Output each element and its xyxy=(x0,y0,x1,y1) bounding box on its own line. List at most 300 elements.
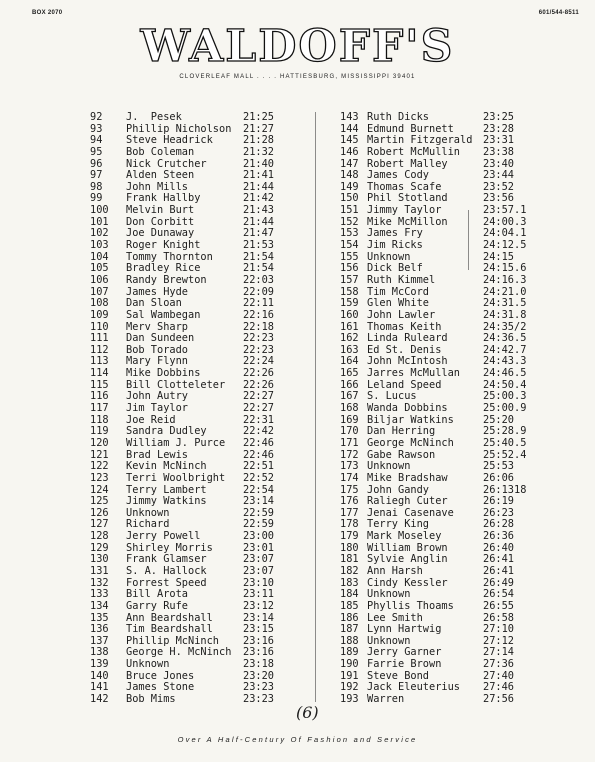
finish-time: 24:35/2 xyxy=(483,320,527,333)
runner-name: Phyllis Thoams xyxy=(367,599,454,612)
runner-name: Ann Harsh xyxy=(367,564,423,577)
finish-time: 22:16 xyxy=(243,308,274,321)
place-number: 126 xyxy=(90,506,109,519)
runner-name: Robert Malley xyxy=(367,157,448,170)
finish-time: 22:59 xyxy=(243,518,274,531)
time-divider xyxy=(468,210,469,270)
place-number: 128 xyxy=(90,530,109,543)
runner-name: Glen White xyxy=(367,297,429,310)
finish-time: 21:40 xyxy=(243,157,274,170)
finish-time: 24:21.0 xyxy=(483,285,527,298)
runner-name: James Cody xyxy=(367,169,429,182)
place-number: 103 xyxy=(90,239,109,252)
place-number: 104 xyxy=(90,250,109,263)
place-number: 177 xyxy=(340,506,359,519)
runner-name: Phillip McNinch xyxy=(126,634,219,647)
runner-name: Frank Hallby xyxy=(126,192,201,205)
runner-name: John Gandy xyxy=(367,483,429,496)
finish-time: 23:16 xyxy=(243,634,274,647)
finish-time: 23:16 xyxy=(243,646,274,659)
place-number: 168 xyxy=(340,402,359,415)
finish-time: 24:00.3 xyxy=(483,215,527,228)
finish-time: 23:56 xyxy=(483,192,514,205)
place-number: 147 xyxy=(340,157,359,170)
finish-time: 22:52 xyxy=(243,471,274,484)
place-number: 112 xyxy=(90,343,109,356)
place-number: 118 xyxy=(90,413,109,426)
place-number: 137 xyxy=(90,634,109,647)
finish-time: 21:54 xyxy=(243,262,274,275)
place-number: 184 xyxy=(340,588,359,601)
place-number: 162 xyxy=(340,332,359,345)
place-number: 132 xyxy=(90,576,109,589)
runner-name: Unknown xyxy=(367,588,411,601)
place-number: 130 xyxy=(90,553,109,566)
place-number: 92 xyxy=(90,111,103,123)
runner-name: Roger Knight xyxy=(126,239,201,252)
place-number: 95 xyxy=(90,145,103,158)
place-number: 127 xyxy=(90,518,109,531)
finish-time: 24:36.5 xyxy=(483,332,527,345)
place-number: 108 xyxy=(90,297,109,310)
finish-time: 21:41 xyxy=(243,169,274,182)
runner-name: Tim McCord xyxy=(367,285,429,298)
finish-time: 23:38 xyxy=(483,145,514,158)
store-address: CLOVERLEAF MALL . . . . HATTIESBURG, MISSISSIPPI 39401 xyxy=(179,74,416,80)
finish-time: 22:27 xyxy=(243,390,274,403)
place-number: 109 xyxy=(90,308,109,321)
place-number: 191 xyxy=(340,669,359,682)
finish-time: 24:04.1 xyxy=(483,227,527,240)
place-number: 129 xyxy=(90,541,109,554)
finish-time: 27:12 xyxy=(483,634,514,647)
place-number: 151 xyxy=(340,204,359,217)
place-number: 170 xyxy=(340,425,359,438)
place-number: 145 xyxy=(340,134,359,147)
place-number: 169 xyxy=(340,413,359,426)
runner-name: Jack Eleuterius xyxy=(367,681,460,694)
finish-time: 25:53 xyxy=(483,460,514,473)
runner-name: Bob Coleman xyxy=(126,145,195,158)
finish-time: 21:28 xyxy=(243,134,274,147)
finish-time: 25:52.4 xyxy=(483,448,527,461)
runner-name: Robert McMullin xyxy=(367,145,460,158)
place-number: 154 xyxy=(340,239,359,252)
finish-time: 26:1318 xyxy=(483,483,527,496)
runner-name: Sandra Dudley xyxy=(126,425,207,438)
finish-time: 26:58 xyxy=(483,611,514,624)
runner-name: James Hyde xyxy=(126,285,188,298)
runner-name: Jarres McMullan xyxy=(367,367,460,380)
finish-time: 24:31.8 xyxy=(483,308,527,321)
place-number: 115 xyxy=(90,378,109,391)
place-number: 181 xyxy=(340,553,359,566)
runner-name: Martin Fitzgerald xyxy=(367,134,473,147)
finish-time: 22:11 xyxy=(243,297,274,310)
place-number: 160 xyxy=(340,308,359,321)
runner-name: Bruce Jones xyxy=(126,669,195,682)
place-number: 121 xyxy=(90,448,109,461)
runner-name: Mary Flynn xyxy=(126,355,188,368)
finish-time: 27:40 xyxy=(483,669,514,682)
runner-name: Don Corbitt xyxy=(126,215,195,228)
page-number: (6) xyxy=(296,703,319,722)
runner-name: Joe Dunaway xyxy=(126,227,195,240)
place-number: 105 xyxy=(90,262,109,275)
runner-name: S. A. Hallock xyxy=(126,564,207,577)
finish-time: 26:54 xyxy=(483,588,514,601)
finish-time: 24:31.5 xyxy=(483,297,527,310)
runner-name: Cindy Kessler xyxy=(367,576,448,589)
phone-number: 601/544-8511 xyxy=(538,10,579,16)
place-number: 173 xyxy=(340,460,359,473)
place-number: 164 xyxy=(340,355,359,368)
place-number: 152 xyxy=(340,215,359,228)
place-number: 107 xyxy=(90,285,109,298)
finish-time: 21:47 xyxy=(243,227,274,240)
finish-time: 23:57.1 xyxy=(483,204,527,217)
finish-time: 22:26 xyxy=(243,378,274,391)
place-number: 99 xyxy=(90,192,103,205)
runner-name: William Brown xyxy=(367,541,448,554)
runner-name: Unknown xyxy=(126,506,170,519)
finish-time: 24:16.3 xyxy=(483,273,527,286)
finish-time: 26:41 xyxy=(483,564,514,577)
finish-time: 27:56 xyxy=(483,693,514,706)
column-divider xyxy=(315,112,316,702)
runner-name: Jenai Casenave xyxy=(367,506,454,519)
finish-time: 22:27 xyxy=(243,402,274,415)
runner-name: Frank Glamser xyxy=(126,553,207,566)
place-number: 193 xyxy=(340,693,359,706)
finish-time: 24:12.5 xyxy=(483,239,527,252)
runner-name: Jim Taylor xyxy=(126,402,188,415)
place-number: 94 xyxy=(90,134,103,147)
runner-name: Jim Ricks xyxy=(367,239,423,252)
runner-name: Dan Sundeen xyxy=(126,332,195,345)
place-number: 146 xyxy=(340,145,359,158)
place-number: 178 xyxy=(340,518,359,531)
runner-name: Sylvie Anglin xyxy=(367,553,448,566)
finish-time: 21:44 xyxy=(243,215,274,228)
finish-time: 26:28 xyxy=(483,518,514,531)
runner-name: Phillip Nicholson xyxy=(126,122,232,135)
runner-name: Bob Torado xyxy=(126,343,188,356)
place-number: 180 xyxy=(340,541,359,554)
finish-time: 22:59 xyxy=(243,506,274,519)
runner-name: Unknown xyxy=(367,460,411,473)
place-number: 140 xyxy=(90,669,109,682)
finish-time: 22:42 xyxy=(243,425,274,438)
place-number: 120 xyxy=(90,436,109,449)
finish-time: 22:51 xyxy=(243,460,274,473)
finish-time: 23:07 xyxy=(243,553,274,566)
runner-name: Ruth Kimmel xyxy=(367,273,436,286)
finish-time: 27:36 xyxy=(483,658,514,671)
finish-time: 24:42.7 xyxy=(483,343,527,356)
runner-name: Thomas Keith xyxy=(367,320,442,333)
runner-name: S. Lucus xyxy=(367,390,417,403)
place-number: 172 xyxy=(340,448,359,461)
runner-name: Merv Sharp xyxy=(126,320,188,333)
runner-name: John Autry xyxy=(126,390,188,403)
place-number: 182 xyxy=(340,564,359,577)
place-number: 186 xyxy=(340,611,359,624)
runner-name: Dan Herring xyxy=(367,425,436,438)
place-number: 157 xyxy=(340,273,359,286)
runner-name: John Lawler xyxy=(367,308,436,321)
runner-name: Bradley Rice xyxy=(126,262,201,275)
runner-name: Brad Lewis xyxy=(126,448,188,461)
runner-name: Bill Clotteleter xyxy=(126,378,226,391)
finish-time: 23:20 xyxy=(243,669,274,682)
place-number: 188 xyxy=(340,634,359,647)
finish-time: 23:07 xyxy=(243,564,274,577)
place-number: 158 xyxy=(340,285,359,298)
place-number: 148 xyxy=(340,169,359,182)
runner-name: Melvin Burt xyxy=(126,204,195,217)
place-number: 185 xyxy=(340,599,359,612)
finish-time: 22:54 xyxy=(243,483,274,496)
runner-name: Jerry Garner xyxy=(367,646,442,659)
finish-time: 22:23 xyxy=(243,343,274,356)
place-number: 166 xyxy=(340,378,359,391)
runner-name: Mike Bradshaw xyxy=(367,471,448,484)
finish-time: 27:46 xyxy=(483,681,514,694)
finish-time: 23:40 xyxy=(483,157,514,170)
finish-time: 22:03 xyxy=(243,273,274,286)
finish-time: 21:42 xyxy=(243,192,274,205)
place-number: 192 xyxy=(340,681,359,694)
runner-name: Richard xyxy=(126,518,170,531)
runner-name: Warren xyxy=(367,693,405,706)
place-number: 123 xyxy=(90,471,109,484)
finish-time: 23:14 xyxy=(243,495,274,508)
finish-time: 26:36 xyxy=(483,530,514,543)
place-number: 133 xyxy=(90,588,109,601)
finish-time: 26:19 xyxy=(483,495,514,508)
place-number: 102 xyxy=(90,227,109,240)
runner-name: Sal Wambegan xyxy=(126,308,201,321)
footer-slogan: Over A Half-Century Of Fashion and Service xyxy=(177,735,418,744)
runner-name: Joe Reid xyxy=(126,413,176,426)
runner-name: J. Pesek xyxy=(126,111,182,123)
runner-name: Forrest Speed xyxy=(126,576,207,589)
finish-time: 27:10 xyxy=(483,623,514,636)
place-number: 101 xyxy=(90,215,109,228)
runner-name: Alden Steen xyxy=(126,169,195,182)
store-logo: WALDOFF'S xyxy=(140,21,455,72)
place-number: 171 xyxy=(340,436,359,449)
finish-time: 26:41 xyxy=(483,553,514,566)
place-number: 150 xyxy=(340,192,359,205)
place-number: 143 xyxy=(340,111,359,123)
runner-name: Dick Belf xyxy=(367,262,423,275)
runner-name: Ann Beardshall xyxy=(126,611,213,624)
finish-time: 26:55 xyxy=(483,599,514,612)
place-number: 114 xyxy=(90,367,109,380)
runner-name: Ed St. Denis xyxy=(367,343,442,356)
place-number: 93 xyxy=(90,122,103,135)
place-number: 119 xyxy=(90,425,109,438)
finish-time: 21:27 xyxy=(243,122,274,135)
finish-time: 24:15.6 xyxy=(483,262,527,275)
place-number: 138 xyxy=(90,646,109,659)
runner-name: Farrie Brown xyxy=(367,658,442,671)
place-number: 97 xyxy=(90,169,103,182)
place-number: 149 xyxy=(340,180,359,193)
runner-name: George H. McNinch xyxy=(126,646,232,659)
place-number: 144 xyxy=(340,122,359,135)
place-number: 163 xyxy=(340,343,359,356)
runner-name: Jerry Powell xyxy=(126,530,201,543)
finish-time: 23:01 xyxy=(243,541,274,554)
place-number: 183 xyxy=(340,576,359,589)
runner-name: William J. Purce xyxy=(126,436,226,449)
runner-name: James Fry xyxy=(367,227,423,240)
place-number: 124 xyxy=(90,483,109,496)
runner-name: Mike McMillon xyxy=(367,215,448,228)
place-number: 117 xyxy=(90,402,109,415)
finish-time: 23:23 xyxy=(243,693,274,706)
runner-name: Dan Sloan xyxy=(126,297,182,310)
place-number: 141 xyxy=(90,681,109,694)
finish-time: 22:09 xyxy=(243,285,274,298)
finish-time: 24:43.3 xyxy=(483,355,527,368)
runner-name: Randy Brewton xyxy=(126,273,207,286)
runner-name: Phil Stotland xyxy=(367,192,448,205)
place-number: 116 xyxy=(90,390,109,403)
finish-time: 23:23 xyxy=(243,681,274,694)
runner-name: Leland Speed xyxy=(367,378,442,391)
runner-name: Mike Dobbins xyxy=(126,367,201,380)
place-number: 98 xyxy=(90,180,103,193)
place-number: 142 xyxy=(90,693,109,706)
place-number: 134 xyxy=(90,599,109,612)
place-number: 167 xyxy=(340,390,359,403)
runner-name: Tim Beardshall xyxy=(126,623,213,636)
runner-name: Unknown xyxy=(367,250,411,263)
finish-time: 23:31 xyxy=(483,134,514,147)
place-number: 187 xyxy=(340,623,359,636)
runner-name: Steve Headrick xyxy=(126,134,213,147)
finish-time: 23:00 xyxy=(243,530,274,543)
runner-name: Lee Smith xyxy=(367,611,423,624)
runner-name: Wanda Dobbins xyxy=(367,402,448,415)
runner-name: Mark Moseley xyxy=(367,530,442,543)
place-number: 153 xyxy=(340,227,359,240)
place-number: 189 xyxy=(340,646,359,659)
finish-time: 25:00.3 xyxy=(483,390,527,403)
finish-time: 26:40 xyxy=(483,541,514,554)
finish-time: 23:44 xyxy=(483,169,514,182)
runner-name: Nick Crutcher xyxy=(126,157,207,170)
place-number: 156 xyxy=(340,262,359,275)
place-number: 106 xyxy=(90,273,109,286)
finish-time: 22:23 xyxy=(243,332,274,345)
finish-time: 21:53 xyxy=(243,239,274,252)
finish-time: 22:46 xyxy=(243,436,274,449)
runner-name: Edmund Burnett xyxy=(367,122,454,135)
finish-time: 26:06 xyxy=(483,471,514,484)
finish-time: 21:25 xyxy=(243,111,274,123)
runner-name: Terry King xyxy=(367,518,429,531)
place-number: 136 xyxy=(90,623,109,636)
finish-time: 22:24 xyxy=(243,355,274,368)
finish-time: 22:46 xyxy=(243,448,274,461)
finish-time: 25:28.9 xyxy=(483,425,527,438)
runner-name: Kevin McNinch xyxy=(126,460,207,473)
place-number: 161 xyxy=(340,320,359,333)
finish-time: 23:12 xyxy=(243,599,274,612)
runner-name: Unknown xyxy=(126,658,170,671)
finish-time: 23:10 xyxy=(243,576,274,589)
place-number: 179 xyxy=(340,530,359,543)
place-number: 174 xyxy=(340,471,359,484)
runner-name: Steve Bond xyxy=(367,669,429,682)
finish-time: 23:28 xyxy=(483,122,514,135)
runner-name: Lynn Hartwig xyxy=(367,623,442,636)
place-number: 111 xyxy=(90,332,109,345)
place-number: 135 xyxy=(90,611,109,624)
finish-time: 23:14 xyxy=(243,611,274,624)
finish-time: 25:00.9 xyxy=(483,402,527,415)
runner-name: Bob Mims xyxy=(126,693,176,706)
place-number: 165 xyxy=(340,367,359,380)
finish-time: 24:46.5 xyxy=(483,367,527,380)
place-number: 175 xyxy=(340,483,359,496)
finish-time: 26:23 xyxy=(483,506,514,519)
place-number: 159 xyxy=(340,297,359,310)
finish-time: 26:49 xyxy=(483,576,514,589)
finish-time: 21:44 xyxy=(243,180,274,193)
finish-time: 24:50.4 xyxy=(483,378,527,391)
runner-name: John Mills xyxy=(126,180,188,193)
runner-name: Shirley Morris xyxy=(126,541,213,554)
runner-name: Biljar Watkins xyxy=(367,413,454,426)
runner-name: John McIntosh xyxy=(367,355,448,368)
runner-name: Terry Lambert xyxy=(126,483,207,496)
finish-time: 25:40.5 xyxy=(483,436,527,449)
finish-time: 23:15 xyxy=(243,623,274,636)
runner-name: Raliegh Cuter xyxy=(367,495,448,508)
place-number: 139 xyxy=(90,658,109,671)
place-number: 110 xyxy=(90,320,109,333)
runner-name: Garry Rufe xyxy=(126,599,188,612)
finish-time: 27:14 xyxy=(483,646,514,659)
runner-name: Gabe Rawson xyxy=(367,448,436,461)
runner-name: Jimmy Taylor xyxy=(367,204,442,217)
runner-name: James Stone xyxy=(126,681,195,694)
finish-time: 21:54 xyxy=(243,250,274,263)
finish-time: 23:18 xyxy=(243,658,274,671)
runner-name: Thomas Scafe xyxy=(367,180,442,193)
place-number: 113 xyxy=(90,355,109,368)
finish-time: 25:20 xyxy=(483,413,514,426)
runner-name: Jimmy Watkins xyxy=(126,495,207,508)
runner-name: Bill Arota xyxy=(126,588,188,601)
finish-time: 22:18 xyxy=(243,320,274,333)
finish-time: 21:32 xyxy=(243,145,274,158)
place-number: 155 xyxy=(340,250,359,263)
place-number: 176 xyxy=(340,495,359,508)
runner-name: Unknown xyxy=(367,634,411,647)
place-number: 190 xyxy=(340,658,359,671)
runner-name: Terri Woolbright xyxy=(126,471,226,484)
finish-time: 23:52 xyxy=(483,180,514,193)
place-number: 96 xyxy=(90,157,103,170)
finish-time: 23:11 xyxy=(243,588,274,601)
